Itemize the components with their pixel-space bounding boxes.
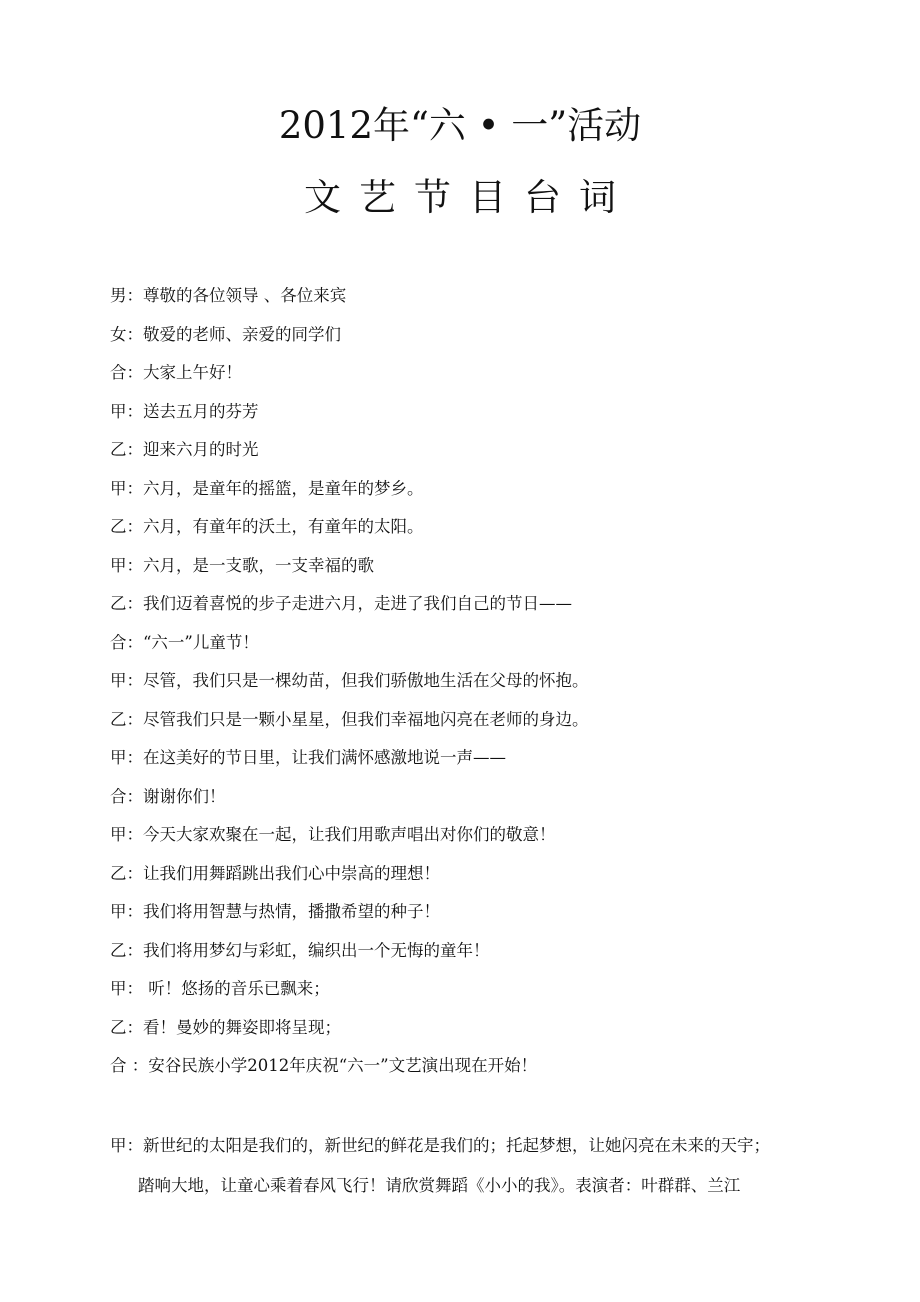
script-line: 甲：在这美好的节日里，让我们满怀感激地说一声—— <box>110 748 506 767</box>
script-line: 乙：尽管我们只是一颗小星星，但我们幸福地闪亮在老师的身边。 <box>110 709 589 729</box>
script-line: 女：敬爱的老师、亲爱的同学们 <box>110 324 341 344</box>
script-line: 合：谢谢你们！ <box>110 786 226 806</box>
script-line: 甲：今天大家欢聚在一起，让我们用歌声唱出对你们的敬意！ <box>110 825 556 844</box>
script-line: 乙：六月，有童年的沃土，有童年的太阳。 <box>110 517 424 536</box>
script-line: 合：大家上午好！ <box>110 363 242 382</box>
script-line: 甲：尽管，我们只是一棵幼苗，但我们骄傲地生活在父母的怀抱。 <box>110 671 589 690</box>
script-line: 男：尊敬的各位领导 、各位来宾 <box>110 286 347 305</box>
script-line: 甲：我们将用智慧与热情，播撒希望的种子！ <box>110 902 440 921</box>
script-line: 乙：迎来六月的时光 <box>110 440 259 459</box>
document-subtitle: 文艺节目台词 <box>304 176 634 219</box>
script-lines <box>110 281 840 1090</box>
script-line: 乙：我们迈着喜悦的步子走进六月，走进了我们自己的节日—— <box>110 594 572 613</box>
document-title: 2012年“六 • 一”活动 <box>278 104 642 147</box>
script-line: 合 ：安谷民族小学2012年庆祝“六一”文艺演出现在开始！ <box>110 1056 538 1075</box>
script-line: 乙：让我们用舞蹈跳出我们心中崇高的理想！ <box>110 863 440 883</box>
paragraph-line: 踏响大地，让童心乘着春风飞行！请欣赏舞蹈《小小的我》。表演者：叶群群、兰江 <box>138 1176 741 1195</box>
script-line: 甲：六月，是童年的摇篮，是童年的梦乡。 <box>110 478 424 498</box>
paragraph-line: 甲：新世纪的太阳是我们的，新世纪的鲜花是我们的；托起梦想，让她闪亮在未来的天宇； <box>110 1136 770 1155</box>
script-line: 合：“六一”儿童节！ <box>110 632 259 652</box>
script-line: 乙：看！曼妙的舞姿即将呈现； <box>110 1017 341 1037</box>
program-paragraph <box>110 1131 840 1201</box>
script-line: 乙：我们将用梦幻与彩虹，编织出一个无悔的童年！ <box>110 940 490 960</box>
script-line: 甲： 听！悠扬的音乐已飘来； <box>110 979 330 998</box>
script-line: 甲：送去五月的芬芳 <box>110 401 259 421</box>
script-line: 甲：六月，是一支歌，一支幸福的歌 <box>110 555 374 575</box>
